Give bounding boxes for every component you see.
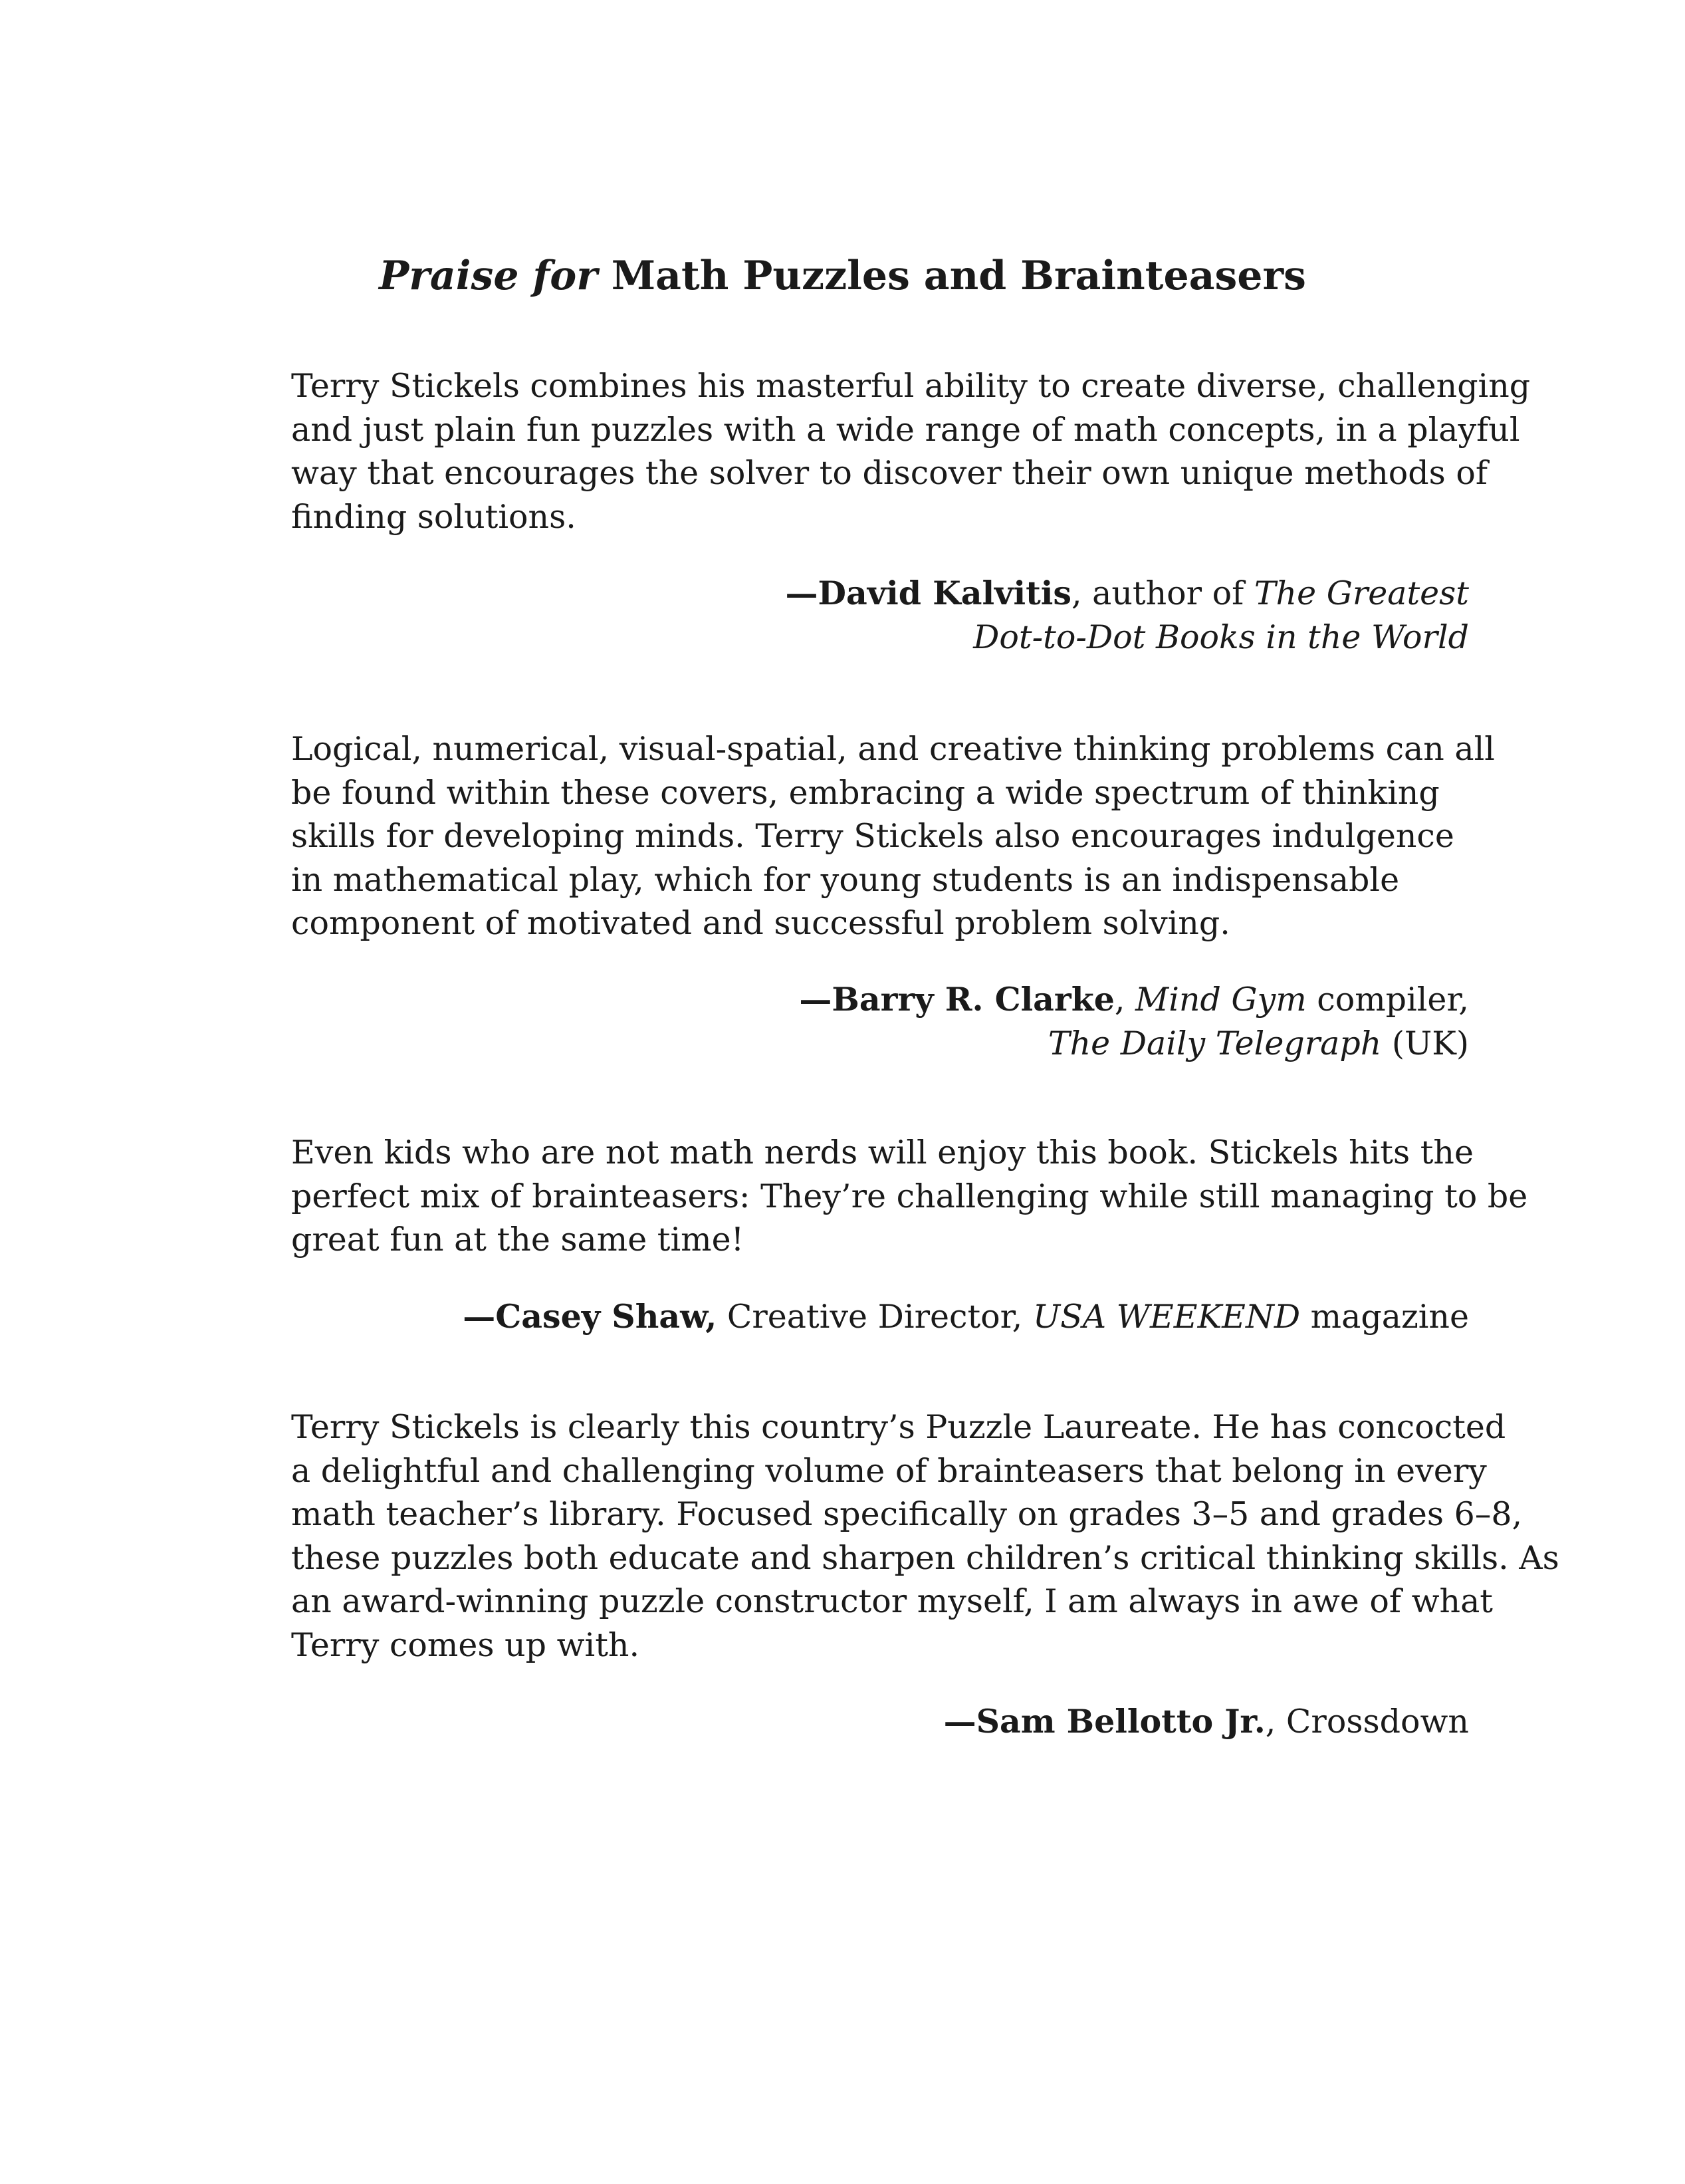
quote-line: and just plain fun puzzles with a wide range of math concepts, in a playful (291, 410, 1520, 449)
quote-line: component of motivated and successful problem solving. (291, 904, 1230, 942)
author-role: compiler, (1306, 981, 1469, 1019)
quote-line: Terry Stickels is clearly this country’s Puzzle Laureate. He has concocted (291, 1408, 1506, 1446)
author-name: —Sam Bellotto Jr. (943, 1702, 1266, 1741)
work-title: Dot-to-Dot Books in the World (973, 618, 1469, 656)
attribution-separator: , (1114, 981, 1136, 1019)
quote-line: Terry Stickels combines his masterful ability to create diverse, challenging (291, 367, 1531, 405)
quote-line: an award-winning puzzle constructor myself, I am always in awe of what (291, 1582, 1493, 1620)
page-title (0, 246, 1685, 306)
testimonial-quote-3 (291, 1131, 1528, 1262)
author-name: —Casey Shaw, (463, 1297, 717, 1336)
attribution-line (291, 1022, 1469, 1066)
quote-line: Logical, numerical, visual-spatial, and creative thinking problems can all (291, 730, 1495, 768)
publication-title: The Daily Telegraph (1048, 1024, 1382, 1062)
quote-line: math teacher’s library. Focused specifically on grades 3–5 and grades 6–8, (291, 1495, 1523, 1533)
testimonial-quote-2 (291, 727, 1495, 945)
work-title: Mind Gym (1135, 981, 1307, 1019)
quote-line: skills for developing minds. Terry Stickels also encourages indulgence (291, 817, 1454, 855)
testimonial-attribution-1 (291, 572, 1469, 659)
author-name: —Barry R. Clarke (799, 980, 1115, 1019)
testimonial-quote-1 (291, 364, 1531, 539)
attribution-text: , Crossdown (1265, 1703, 1469, 1741)
attribution-line (291, 1700, 1469, 1744)
attribution-text: , author of (1071, 574, 1254, 612)
title-prefix: Praise for (379, 253, 598, 299)
quote-line: finding solutions. (291, 497, 576, 536)
publication-suffix: (UK) (1381, 1024, 1469, 1062)
quote-line: Terry comes up with. (291, 1626, 640, 1664)
publication-title: USA WEEKEND (1032, 1298, 1301, 1336)
publication-suffix: magazine (1300, 1298, 1469, 1336)
author-role: Creative Director, (717, 1298, 1033, 1336)
quote-line: perfect mix of brainteasers: They’re challenging while still managing to be (291, 1177, 1528, 1215)
quote-line: a delightful and challenging volume of brainteasers that belong in every (291, 1451, 1487, 1490)
quote-line: Even kids who are not math nerds will enjoy this book. Stickels hits the (291, 1134, 1474, 1171)
author-name: —David Kalvitis (785, 574, 1071, 612)
testimonial-quote-4 (291, 1405, 1559, 1667)
testimonial-attribution-4 (291, 1700, 1469, 1744)
testimonial-attribution-3 (291, 1295, 1469, 1339)
attribution-line (291, 572, 1469, 616)
title-book: Math Puzzles and Brainteasers (611, 253, 1306, 299)
attribution-line (291, 1295, 1469, 1339)
attribution-line (291, 978, 1469, 1022)
quote-line: way that encourages the solver to discover their own unique methods of (291, 454, 1488, 492)
quote-line: these puzzles both educate and sharpen children’s critical thinking skills. As (291, 1538, 1559, 1577)
quote-line: in mathematical play, which for young students is an indispensable (291, 860, 1400, 899)
quote-line: be found within these covers, embracing a wide spectrum of thinking (291, 773, 1440, 812)
work-title: The Greatest (1254, 574, 1469, 612)
quote-line: great fun at the same time! (291, 1221, 744, 1259)
testimonial-attribution-2 (291, 978, 1469, 1065)
